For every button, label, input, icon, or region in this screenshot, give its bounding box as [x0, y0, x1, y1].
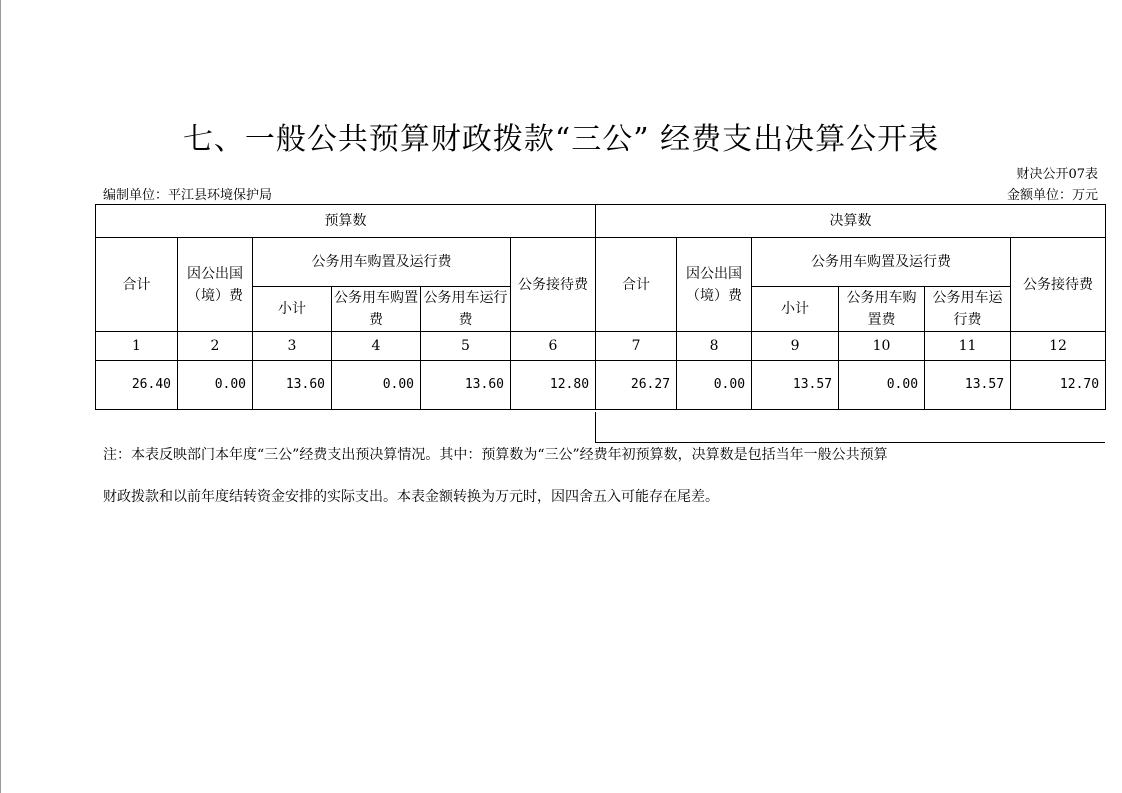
value-cell: 12.80 — [511, 361, 596, 410]
index-cell: 12 — [1011, 332, 1106, 361]
value-cell: 26.40 — [96, 361, 178, 410]
col-header-vehicle-budget: 公务用车购置及运行费 — [253, 238, 511, 287]
note-line-1: 注：本表反映部门本年度“三公”经费支出预决算情况。其中：预算数为“三公”经费年初预算数，决算数是包括当年一般公共预算 — [103, 447, 888, 463]
sub-header-subtotal-budget: 小计 — [253, 287, 332, 332]
index-cell: 1 — [96, 332, 178, 361]
value-cell: 13.57 — [925, 361, 1011, 410]
col-header-reception-budget: 公务接待费 — [511, 238, 596, 332]
table-border-fragment — [595, 442, 1105, 443]
sub-header-purchase-budget: 公务用车购置费 — [332, 287, 421, 332]
index-cell: 4 — [332, 332, 421, 361]
sub-header-operation-final: 公务用车运行费 — [925, 287, 1011, 332]
index-cell: 11 — [925, 332, 1011, 361]
value-cell: 0.00 — [332, 361, 421, 410]
col-header-abroad-budget: 因公出国（境）费 — [178, 238, 253, 332]
value-cell: 13.60 — [253, 361, 332, 410]
group-header-final: 决算数 — [596, 205, 1106, 238]
index-cell: 7 — [596, 332, 677, 361]
index-cell: 10 — [839, 332, 925, 361]
sub-header-operation-budget: 公务用车运行费 — [421, 287, 511, 332]
index-cell: 6 — [511, 332, 596, 361]
index-cell: 8 — [677, 332, 752, 361]
col-header-reception-final: 公务接待费 — [1011, 238, 1106, 332]
index-row — [96, 332, 1106, 361]
sub-header-subtotal-final: 小计 — [752, 287, 839, 332]
page-title: 七、一般公共预算财政拨款“三公” 经费支出决算公开表 — [182, 122, 940, 157]
value-cell: 0.00 — [839, 361, 925, 410]
amount-unit: 金额单位：万元 — [1006, 188, 1098, 203]
col-header-vehicle-final: 公务用车购置及运行费 — [752, 238, 1011, 287]
value-cell: 0.00 — [677, 361, 752, 410]
note-line-2: 财政拨款和以前年度结转资金安排的实际支出。本表金额转换为万元时，因四舍五入可能存在尾差。 — [103, 489, 719, 505]
value-cell: 12.70 — [1011, 361, 1106, 410]
value-cell: 13.57 — [752, 361, 839, 410]
index-cell: 2 — [178, 332, 253, 361]
index-cell: 9 — [752, 332, 839, 361]
value-cell: 26.27 — [596, 361, 677, 410]
form-number: 财决公开07表 — [1016, 167, 1098, 182]
value-cell: 13.60 — [421, 361, 511, 410]
table-border-fragment — [595, 412, 596, 443]
index-cell: 3 — [253, 332, 332, 361]
data-row — [96, 361, 1106, 410]
index-cell: 5 — [421, 332, 511, 361]
compiling-unit: 编制单位：平江县环境保护局 — [103, 188, 273, 203]
sub-header-purchase-final: 公务用车购置费 — [839, 287, 925, 332]
col-header-total-budget: 合计 — [96, 238, 178, 332]
col-header-abroad-final: 因公出国（境）费 — [677, 238, 752, 332]
col-header-total-final: 合计 — [596, 238, 677, 332]
three-public-expenses-table — [95, 204, 1106, 410]
group-header-budget: 预算数 — [96, 205, 596, 238]
value-cell: 0.00 — [178, 361, 253, 410]
